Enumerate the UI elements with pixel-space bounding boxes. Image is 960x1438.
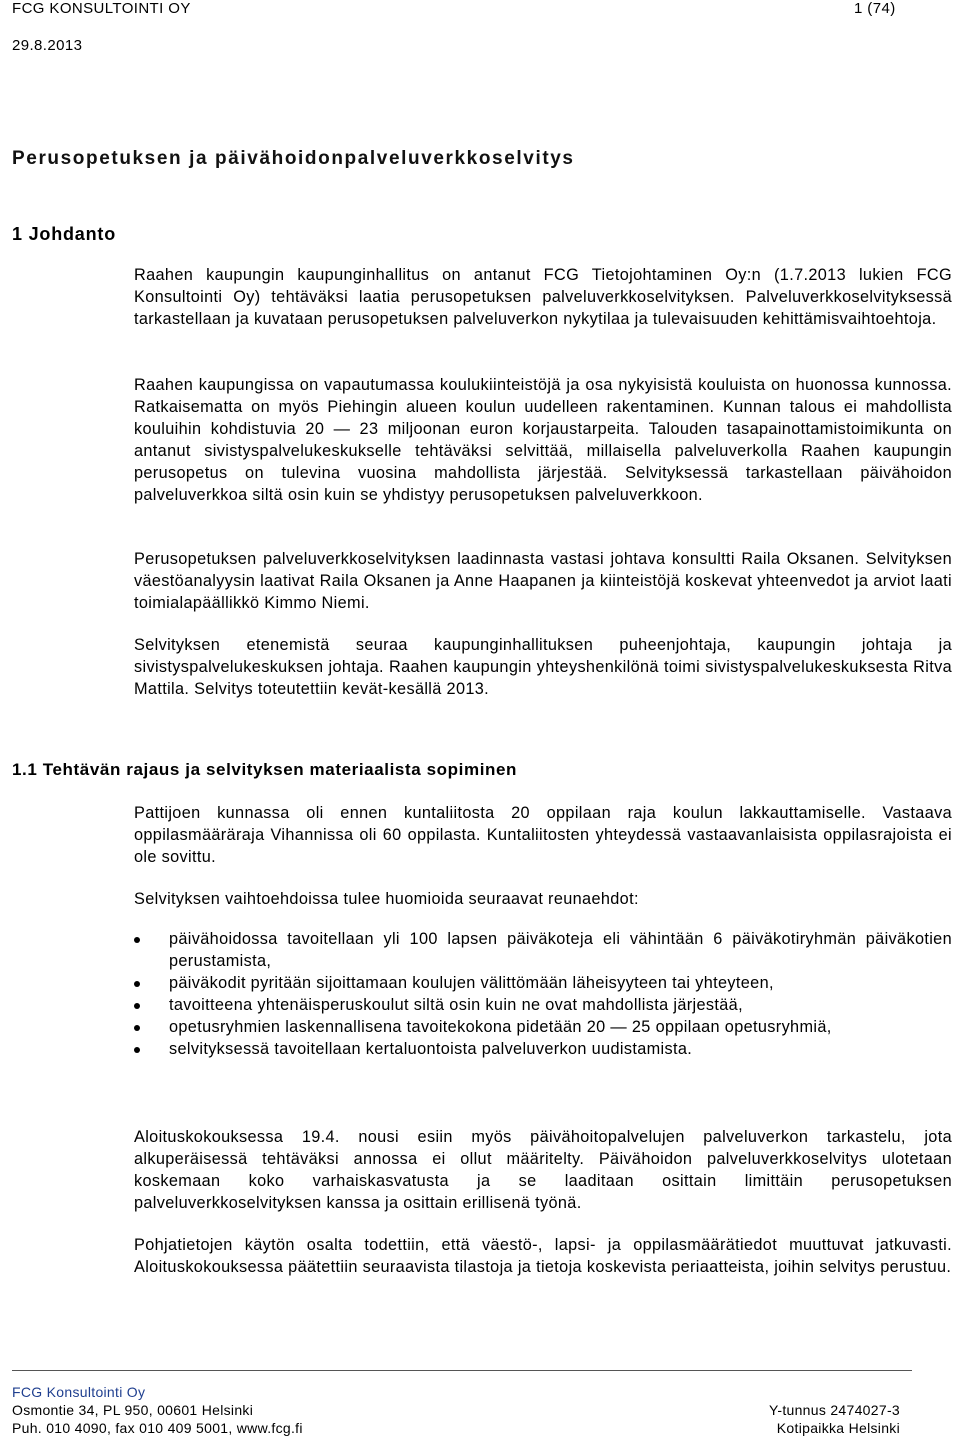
paragraph-text: Selvityksen vaihtoehdoissa tulee huomioida seuraavat reunaehdot: bbox=[134, 890, 639, 908]
paragraph bbox=[134, 888, 952, 910]
header-date: 29.8.2013 bbox=[12, 37, 83, 54]
bullet-icon bbox=[134, 981, 140, 987]
footer-divider bbox=[12, 1370, 912, 1371]
list-item bbox=[134, 994, 952, 1016]
paragraph-text: Raahen kaupungin kaupunginhallitus on antanut FCG Tietojohtaminen Oy:n (1.7.2013 lukien FCG Konsultointi Oy) tehtäväksi laatia perusopetuksen palveluverkkoselvityksen. Palveluverkkoselvityksessä tarkastellaan ja kuvataan perusopetuksen palveluverkon nykytilaa ja tulevaisuuden kehittämisvaihtoehtoja. bbox=[134, 266, 952, 328]
paragraph bbox=[134, 1126, 952, 1214]
paragraph-text: Aloituskokouksessa 19.4. nousi esiin myös päivähoitopalvelujen palveluverkon tarkastelu, jota alkuperäisessä tehtäväksi annossa ei ollut määritelty. Päivähoidon palveluverkkoselvitys ulotetaan koskemaan koko varhaiskasvatusta ja se laaditaan osittain limittäin perusopetuksen palveluverkkoselvityksen kanssa ja osittain erillisenä työnä. bbox=[134, 1128, 952, 1212]
paragraph-text: Raahen kaupungissa on vapautumassa koulukiinteistöjä ja osa nykyisistä kouluista on huonossa kunnossa. Ratkaisematta on myös Piehingin alueen koulun uudelleen rakentaminen. Kunnan talous ei mahdollista kouluihin kohdistuvia 20 — 23 miljoonan euron korjaustarpeita. Talouden tasapainottamistoimikunta on antanut sivistyspalvelukeskukselle tehtäväksi selvittää, millaisella palveluverkolla Raahen kaupungin perusopetus on tulevina vuosina mahdollista järjestää. Selvityksessä tarkastellaan päivähoidon palveluverkkoa siltä osin kuin se yhdistyy perusopetuksen palveluverkkoon. bbox=[134, 376, 952, 504]
bullet-list bbox=[134, 928, 952, 1060]
paragraph-text: Selvityksen etenemistä seuraa kaupunginhallituksen puheenjohtaja, kaupungin johtaja ja sivistyspalvelukeskuksen johtaja. Raahen kaupungin yhteyshenkilönä toimi sivistyspalvelukeskuksesta Ritva Mattila. Selvitys toteutettiin kevät-kesällä 2013. bbox=[134, 636, 952, 698]
list-item bbox=[134, 1016, 952, 1038]
paragraph bbox=[134, 802, 952, 868]
footer-company: FCG Konsultointi Oy bbox=[12, 1384, 146, 1400]
paragraph-text: Perusopetuksen palveluverkkoselvityksen laadinnasta vastasi johtava konsultti Raila Oksanen. Selvityksen väestöanalyysin laativat Raila Oksanen ja Anne Haapanen ja kiinteistöjä koskevat yhteenvedot ja arviot laati toimialapäällikkö Kimmo Niemi. bbox=[134, 550, 952, 612]
header-company: FCG KONSULTOINTI OY bbox=[12, 0, 191, 17]
footer-address: Osmontie 34, PL 950, 00601 Helsinki bbox=[12, 1402, 254, 1418]
paragraph bbox=[134, 634, 952, 700]
paragraph bbox=[134, 1234, 952, 1278]
section-heading-tehtavan-rajaus: 1.1 Tehtävän rajaus ja selvityksen materiaalista sopiminen bbox=[12, 760, 518, 779]
list-item-text: päivähoidossa tavoitellaan yli 100 lapsen päiväkoteja eli vähintään 6 päiväkotiryhmän päiväkotien perustamista, bbox=[169, 930, 952, 970]
footer-domicile: Kotipaikka Helsinki bbox=[776, 1420, 900, 1436]
header-page-number: 1 (74) bbox=[854, 0, 896, 17]
paragraph bbox=[134, 374, 952, 506]
paragraph-text: Pattijoen kunnassa oli ennen kuntaliitosta 20 oppilaan raja koulun lakkauttamiselle. Vastaava oppilasmääräraja Vihannissa oli 60 oppilasta. Kuntaliitosten yhteydessä vastaavanlaisista oppilasrajoista ei ole sovittu. bbox=[134, 804, 952, 866]
bullet-icon bbox=[134, 1047, 140, 1053]
list-item-text: tavoitteena yhtenäisperuskoulut siltä osin kuin ne ovat mahdollista järjestää, bbox=[169, 996, 743, 1014]
list-item-text: päiväkodit pyritään sijoittamaan koulujen välittömään läheisyyteen tai yhteyteen, bbox=[169, 974, 774, 992]
paragraph-text: Pohjatietojen käytön osalta todettiin, että väestö-, lapsi- ja oppilasmäärätiedot muuttuvat jatkuvasti. Aloituskokouksessa päätettiin seuraavista tilastoja ja tietoja koskevista periaatteista, joihin selvitys perustuu. bbox=[134, 1236, 952, 1276]
footer-contact: Puh. 010 4090, fax 010 409 5001, www.fcg.fi bbox=[12, 1420, 303, 1436]
document-title: Perusopetuksen ja päivähoidonpalveluverkkoselvitys bbox=[12, 148, 575, 169]
paragraph bbox=[134, 548, 952, 614]
list-item-text: selvityksessä tavoitellaan kertaluontoista palveluverkon uudistamista. bbox=[169, 1040, 693, 1058]
bullet-icon bbox=[134, 937, 140, 943]
paragraph bbox=[134, 264, 952, 330]
bullet-icon bbox=[134, 1025, 140, 1031]
footer-business-id: Y-tunnus 2474027-3 bbox=[769, 1402, 900, 1418]
list-item bbox=[134, 1038, 952, 1060]
list-item bbox=[134, 972, 952, 994]
section-heading-johdanto: 1 Johdanto bbox=[12, 224, 117, 244]
list-item-text: opetusryhmien laskennallisena tavoitekokona pidetään 20 — 25 oppilaan opetusryhmiä, bbox=[169, 1018, 832, 1036]
list-item bbox=[134, 928, 952, 972]
bullet-icon bbox=[134, 1003, 140, 1009]
